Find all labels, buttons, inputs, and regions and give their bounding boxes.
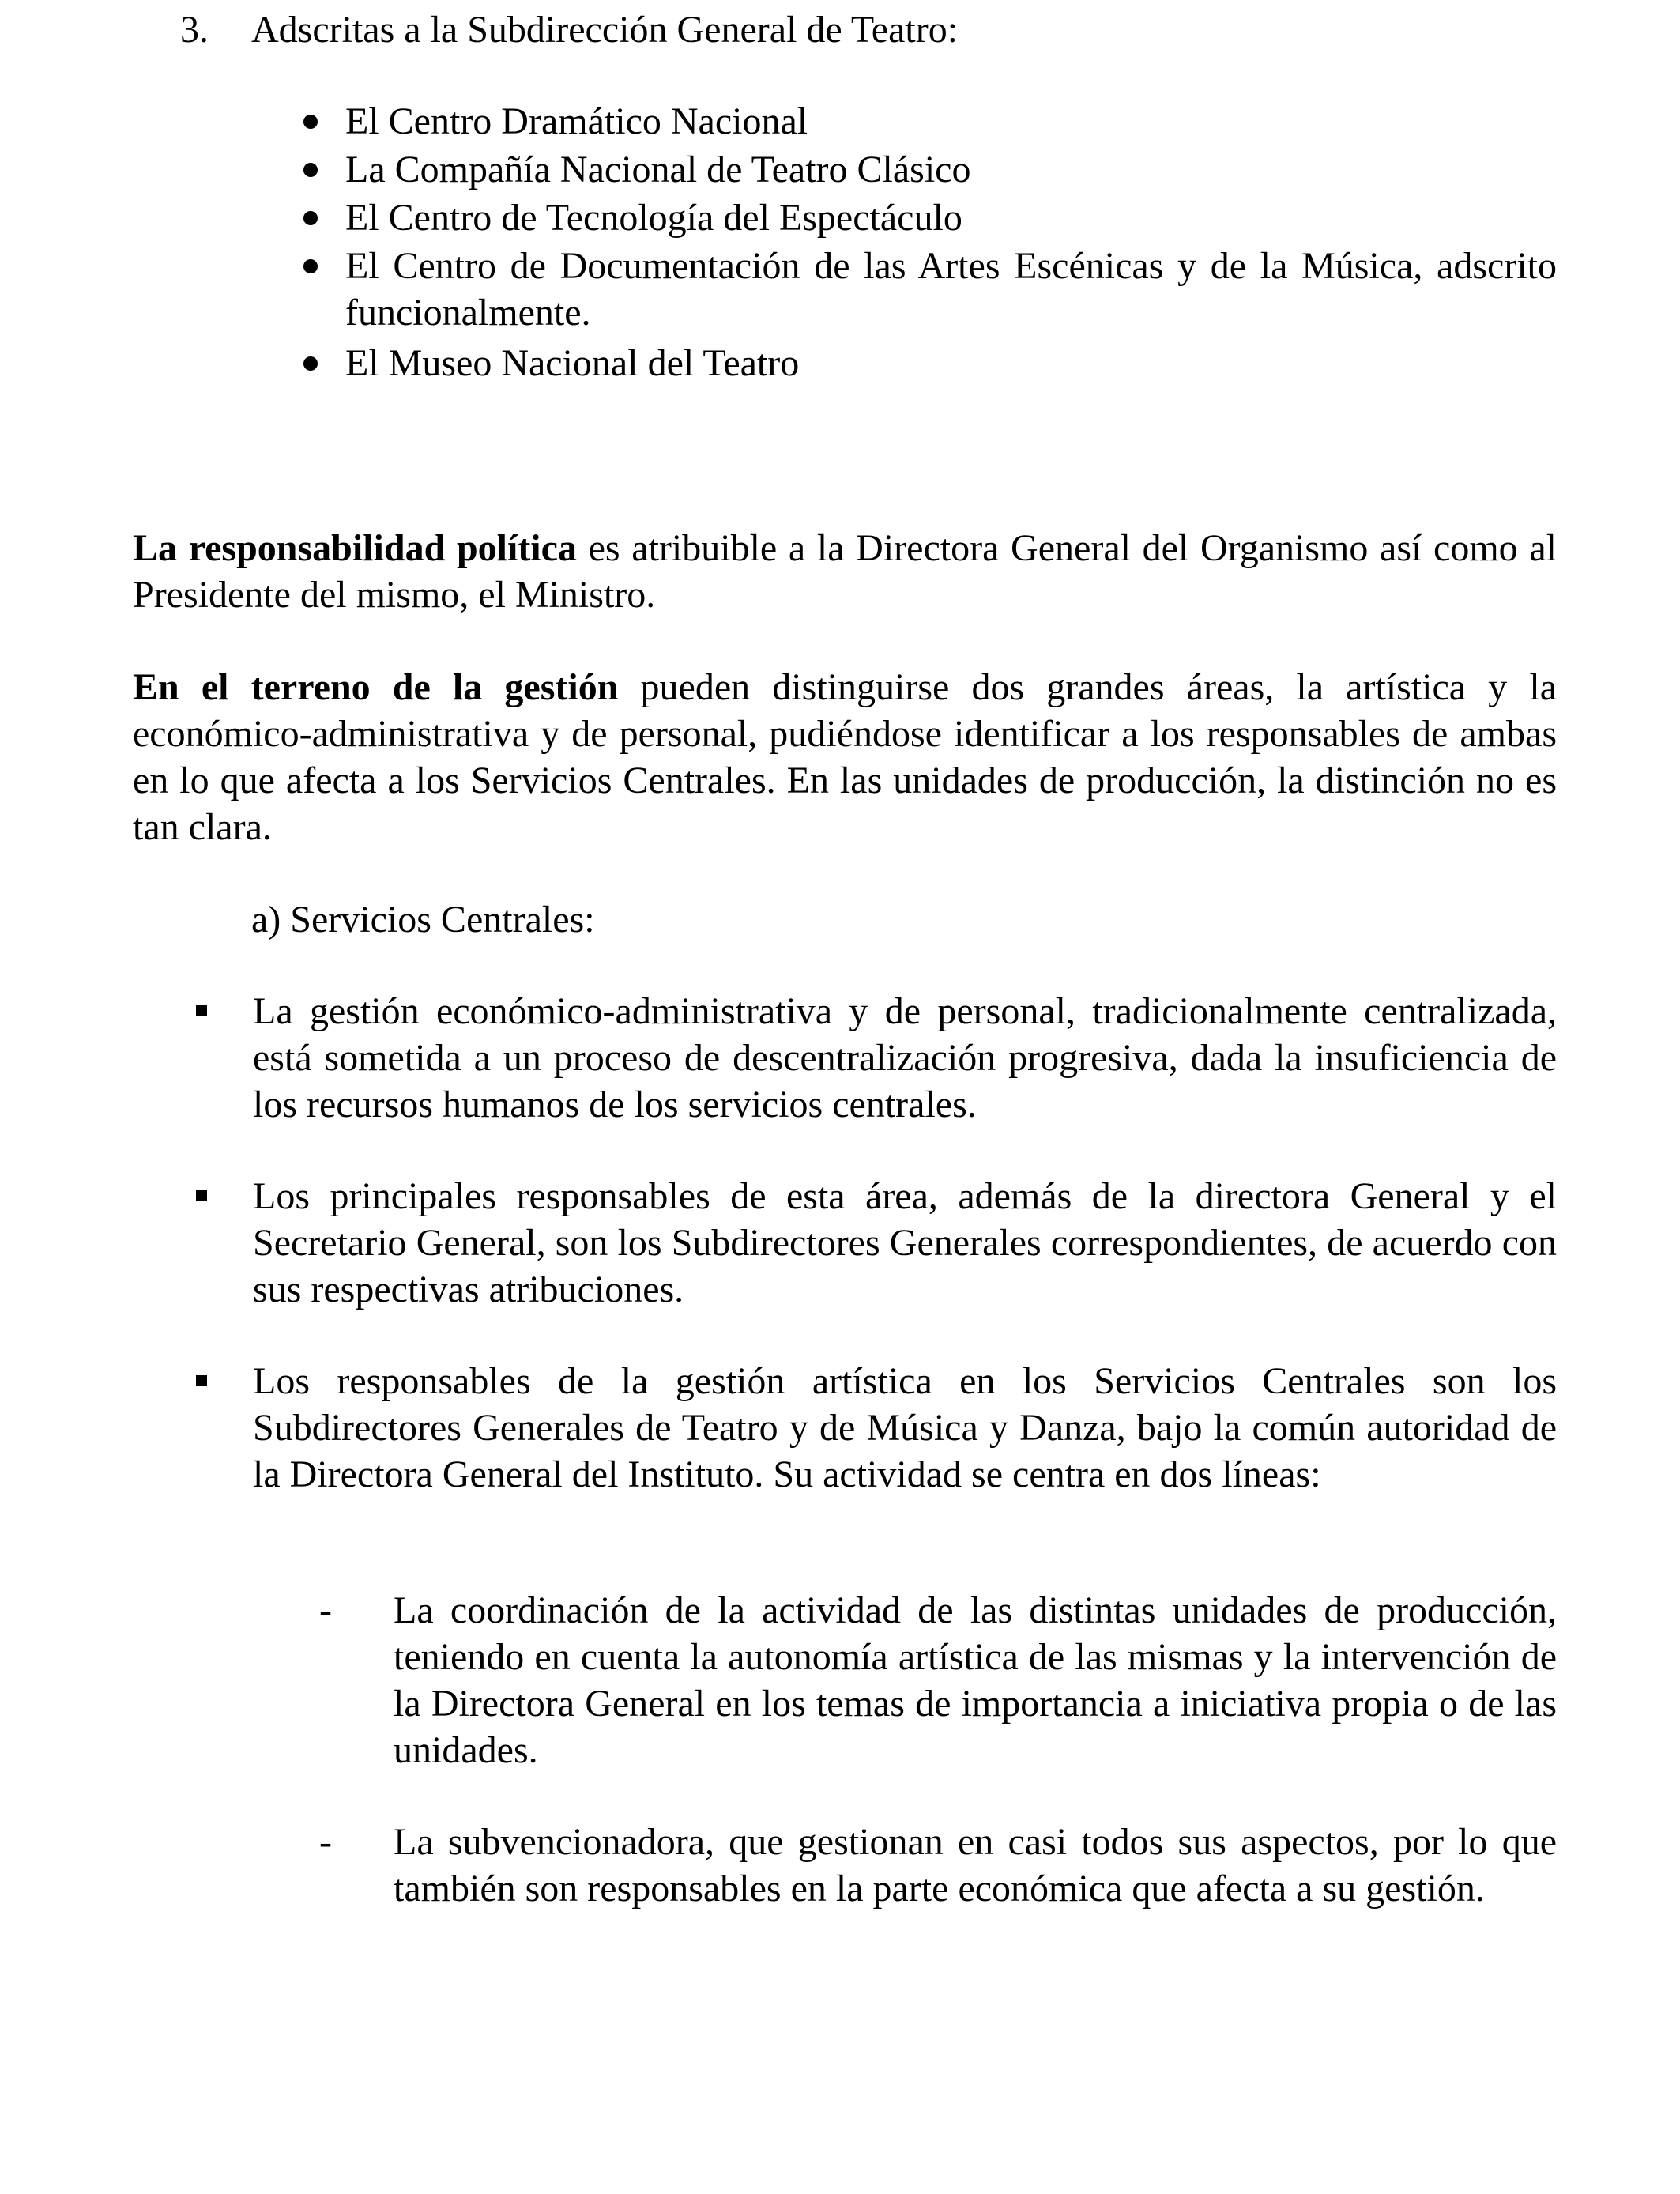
list-item-text: La gestión económico-administrativa y de personal, tradicionalmente centralizada, está sometida a un proceso de descentralización progresiva, dada la insuficiencia de los recursos humanos de los servicios centrales. (253, 990, 1557, 1125)
subsection-heading: a) Servicios Centrales: (251, 899, 595, 941)
section-title: Adscritas a la Subdirección General de Teatro: (251, 9, 959, 51)
list-item-text: Los responsables de la gestión artística en los Servicios Centrales son los Subdirectores Generales de Teatro y de Música y Danza, bajo la común autoridad de la Directora General del Instituto. Su actividad se centra en dos líneas: (253, 1360, 1557, 1495)
list-item-text: La coordinación de la actividad de las distintas unidades de producción, teniendo en cuenta la autonomía artística de las mismas y la intervención de la Directora General en los temas de importancia a iniciativa propia o de las unidades. (394, 1589, 1557, 1771)
paragraph-text: pueden distinguirse dos grandes áreas, la artística y la económico-administrativa y de personal, pudiéndose identificar a los responsables de ambas en lo que afecta a los Servicios Centrales. En las unidades de producción, la distinción no es tan clara. (133, 666, 1558, 848)
square-bullet-icon (196, 1375, 207, 1386)
square-bullet-icon (196, 1005, 207, 1016)
paragraph-management (133, 664, 1557, 850)
list-item-text: La Compañía Nacional de Teatro Clásico (345, 149, 971, 190)
list-item-text: El Centro de Tecnología del Espectáculo (345, 197, 962, 239)
list-item-text: El Centro de Documentación de las Artes Escénicas y de la Música, adscrito funcionalmente. (345, 245, 1557, 334)
bullet-icon (303, 356, 318, 371)
bullet-icon (303, 163, 318, 177)
list-item-text: Los principales responsables de esta área, además de la directora General y el Secretario General, son los Subdirectores Generales correspondientes, de acuerdo con sus respectivas atribuciones. (253, 1175, 1557, 1310)
paragraph-bold-lead: La responsabilidad política (133, 527, 577, 569)
bullet-icon (303, 211, 318, 225)
dash-marker: - (319, 1821, 332, 1863)
square-bullet-icon (196, 1190, 207, 1201)
list-item-text: La subvencionadora, que gestionan en casi todos sus aspectos, por lo que también son responsables en la parte económica que afecta a su gestión. (394, 1821, 1557, 1909)
paragraph-political-responsibility (133, 525, 1557, 618)
bullet-icon (303, 259, 318, 273)
bullet-icon (303, 115, 318, 129)
list-item-text: El Museo Nacional del Teatro (345, 342, 800, 384)
dash-marker: - (319, 1589, 332, 1631)
section-number: 3. (180, 9, 209, 51)
paragraph-text: es atribuible a la Directora General del Organismo así como al Presidente del mismo, el Ministro. (133, 527, 1557, 616)
list-item-text: El Centro Dramático Nacional (345, 100, 808, 142)
paragraph-bold-lead: En el terreno de la gestión (133, 666, 619, 708)
